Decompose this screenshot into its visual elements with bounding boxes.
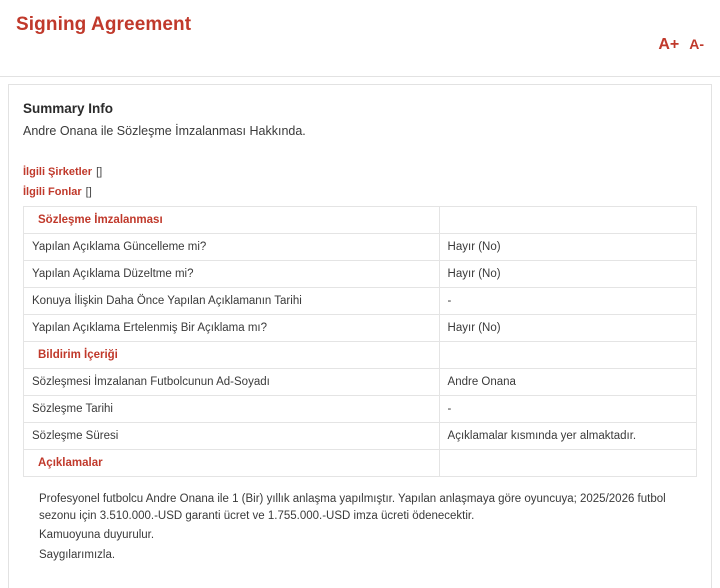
table-row <box>24 396 697 423</box>
meta-row-companies <box>23 166 697 178</box>
table-cell-value: Hayır (No) <box>439 315 696 342</box>
table-cell-value <box>439 342 696 369</box>
table-cell-label: Yapılan Açıklama Ertelenmiş Bir Açıklama mı? <box>24 315 440 342</box>
table-cell-label: Açıklamalar <box>24 450 440 477</box>
table-row <box>24 450 697 477</box>
table-cell-label: Sözleşme İmzalanması <box>24 207 440 234</box>
meta-value-funds: [] <box>85 186 92 198</box>
meta-block <box>23 166 697 198</box>
meta-value-companies: [] <box>96 166 103 178</box>
table-cell-label: Bildirim İçeriği <box>24 342 440 369</box>
header-divider <box>0 76 720 77</box>
table-row <box>24 261 697 288</box>
table-cell-value: Hayır (No) <box>439 234 696 261</box>
table-cell-label: Sözleşme Süresi <box>24 423 440 450</box>
table-cell-value <box>439 207 696 234</box>
disclosure-table <box>23 206 697 477</box>
table-row <box>24 207 697 234</box>
table-row <box>24 369 697 396</box>
table-cell-label: Sözleşme Tarihi <box>24 396 440 423</box>
meta-label-companies: İlgili Şirketler <box>23 166 93 178</box>
table-cell-value: - <box>439 396 696 423</box>
table-cell-label: Yapılan Açıklama Düzeltme mi? <box>24 261 440 288</box>
meta-label-funds: İlgili Fonlar <box>23 186 82 198</box>
table-row <box>24 342 697 369</box>
table-row <box>24 315 697 342</box>
font-increase-button[interactable]: A+ <box>658 36 680 53</box>
table-cell-value <box>439 450 696 477</box>
note-paragraph: Kamuoyuna duyurulur. <box>39 529 155 542</box>
table-cell-label: Yapılan Açıklama Güncelleme mi? <box>24 234 440 261</box>
table-cell-value: Hayır (No) <box>439 261 696 288</box>
table-row <box>24 234 697 261</box>
notes-section <box>23 491 697 564</box>
table-cell-label: Sözleşmesi İmzalanan Futbolcunun Ad-Soyadı <box>24 369 440 396</box>
table-cell-value: Andre Onana <box>439 369 696 396</box>
table-cell-value: Açıklamalar kısmında yer almaktadır. <box>439 423 696 450</box>
table-row <box>24 423 697 450</box>
page-header <box>0 0 720 36</box>
meta-row-funds <box>23 186 697 198</box>
summary-subtitle: Andre Onana ile Sözleşme İmzalanması Hakkında. <box>23 124 306 138</box>
note-paragraph: Saygılarımızla. <box>39 549 116 562</box>
font-decrease-button[interactable]: A- <box>689 36 704 52</box>
page-title: Signing Agreement <box>16 14 192 35</box>
note-paragraph: Profesyonel futbolcu Andre Onana ile 1 (Bir) yıllık anlaşma yapılmıştır. Yapılan anlaşmaya göre oyuncuya; 2025/2026 futbol sezonu için 3.510.000.-USD garanti ücret ve 1.755.000.-USD imza ücreti ödenecektir. <box>39 493 666 522</box>
table-cell-label: Konuya İlişkin Daha Önce Yapılan Açıklamanın Tarihi <box>24 288 440 315</box>
table-row <box>24 288 697 315</box>
font-size-controls <box>658 36 704 54</box>
summary-card <box>8 84 712 588</box>
summary-title: Summary Info <box>23 101 114 116</box>
table-cell-value: - <box>439 288 696 315</box>
